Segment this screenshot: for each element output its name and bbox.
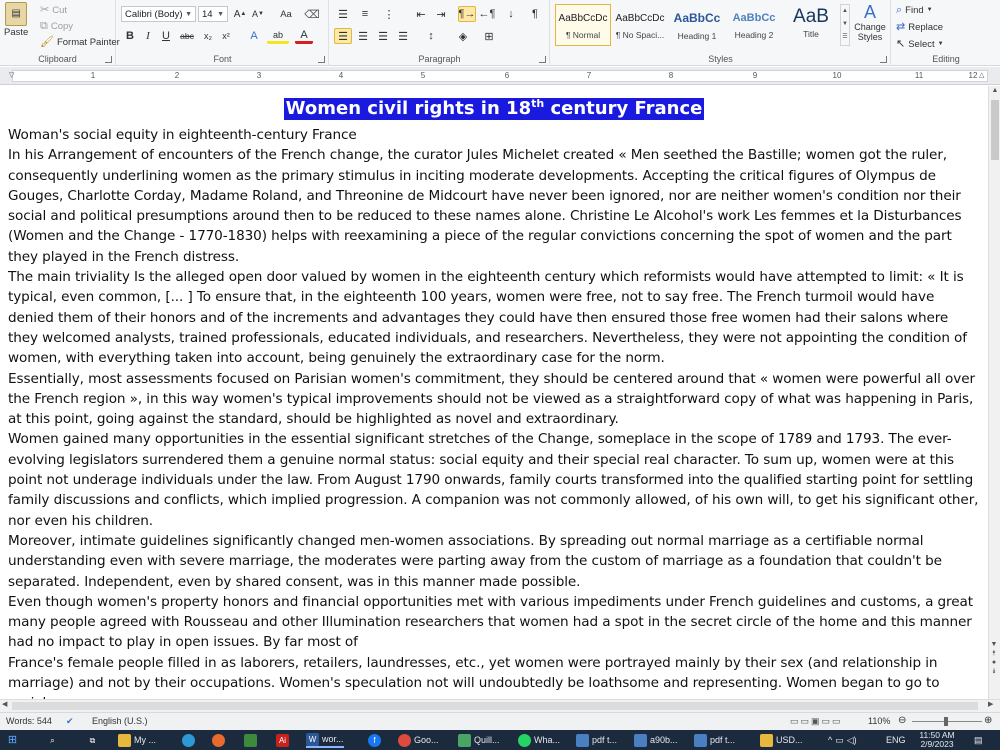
taskbar-app-firefox[interactable] (212, 732, 225, 748)
sort-button[interactable] (502, 6, 520, 22)
firefox-icon (212, 734, 225, 747)
horizontal-ruler[interactable] (0, 67, 1000, 85)
style-name: Heading 1 (677, 31, 717, 41)
right-indent-marker-icon[interactable]: △ (979, 72, 985, 79)
notes-icon (244, 734, 257, 747)
left-to-right-icon: ¶→ (458, 8, 476, 20)
taskbar-app-label: a90b... (650, 735, 678, 745)
taskbar-app-edge[interactable] (182, 732, 195, 748)
clear-formatting-button[interactable] (303, 6, 321, 22)
numbered-list-icon: ≡ (361, 8, 369, 20)
edge-icon (182, 734, 195, 747)
copy-label: Copy (50, 20, 74, 32)
font-group (117, 0, 329, 66)
horizontal-scrollbar[interactable] (0, 699, 1000, 712)
bullet-list-icon: ☰ (338, 8, 348, 21)
paragraph-group (330, 0, 550, 66)
style-name: ¶ No Spaci... (615, 30, 665, 40)
replace-label: Replace (908, 21, 944, 33)
tray-language: ENG (886, 735, 906, 745)
cursor-icon: ↖ (896, 38, 906, 50)
paragraph: In his Arrangement of encounters of the French change, the curator Jules Michelet created « Men seethed the Bastille; women got the ruler, consequently underlining women as the primary stimulus in inciting moderate developments. Accepting the critical figures of Olympus de Gouges, Charlotte Corday, Madame Roland, and Threonine de Midcourt have never been ignored, nor are neither women's condition nor their social and political presumptions around then to be reduced to these names alone. Christine Le Alcohol's work Les femmes et la Disturbances (Women and the Change - 1770-1830) helps with reexamining a piece of the regular convictions concerning the spot of women and the part they played in the French distress. (8, 147, 962, 265)
line-spacing-button[interactable] (422, 28, 440, 44)
font-size-value: 14 (202, 8, 213, 20)
taskbar-app-label: wor... (322, 734, 344, 744)
style-no-spacing[interactable] (612, 4, 668, 46)
title-superscript: th (531, 97, 545, 110)
subscript-button[interactable] (199, 28, 217, 44)
ruler-number: 3 (256, 71, 262, 80)
cut-label: Cut (52, 4, 68, 16)
taskbar-app-label: Wha... (534, 735, 561, 745)
ruler-number: 2 (174, 71, 180, 80)
binoculars-icon: ⌕ (896, 4, 903, 16)
strikethrough-button[interactable] (177, 28, 197, 44)
paragraph: France's female people filled in as laborers, retailers, laundresses, etc., yet women were portrayed mainly by their sex (and relationship in marriage) and not by their occupations. Women's speculation not will undoubtedly be loathsome and representing. Women began to go to (8, 654, 940, 692)
style-name: Heading 2 (734, 30, 774, 40)
right-to-left-icon: ←¶ (478, 8, 496, 20)
chrome-icon (398, 734, 411, 747)
shrink-font-icon: A (252, 9, 259, 19)
italic-button[interactable] (139, 28, 157, 44)
align-left-button[interactable] (334, 28, 352, 44)
task-view-icon: ⧉ (89, 735, 96, 745)
font-color-button[interactable] (295, 28, 313, 44)
replace-button[interactable] (896, 20, 943, 34)
text-effects-icon: A (250, 30, 258, 42)
image-icon (694, 734, 707, 747)
justify-icon: ☰ (398, 30, 408, 43)
font-name-combo[interactable] (121, 6, 196, 22)
style-normal[interactable] (555, 4, 611, 46)
paste-label: Paste (4, 27, 29, 38)
notification-icon: ▤ (974, 734, 983, 745)
start-button[interactable] (6, 732, 19, 748)
ruler-number: 9 (752, 71, 758, 80)
italic-icon: I (146, 30, 150, 42)
styles-group (551, 0, 891, 66)
paragraph-dialog-launcher[interactable] (539, 56, 546, 63)
change-styles-button[interactable] (851, 2, 889, 42)
find-button[interactable] (896, 3, 933, 17)
eraser-icon: ⌫ (304, 8, 320, 21)
taskbar-currency[interactable] (760, 732, 803, 748)
change-styles-icon: A (863, 2, 876, 22)
bold-icon: B (126, 30, 134, 42)
speaker-icon: ◁) (846, 734, 857, 745)
ruler-number: 8 (668, 71, 674, 80)
editing-group-label: Editing (932, 54, 960, 64)
scroll-right-icon[interactable]: ▶ (988, 701, 994, 708)
shading-button[interactable] (454, 28, 472, 44)
multilevel-list-button[interactable] (380, 6, 398, 22)
taskbar-app-whatsapp[interactable] (518, 732, 560, 748)
next-page-icon[interactable]: ⯯ (991, 668, 997, 675)
notifications-button[interactable] (974, 732, 983, 748)
vertical-scrollbar[interactable] (988, 86, 1000, 699)
clipboard-icon: ▤ (5, 2, 27, 26)
folder-icon (118, 734, 131, 747)
taskbar-app-pdf-2[interactable] (694, 732, 735, 748)
taskbar-app-word[interactable] (306, 732, 344, 748)
highlighter-icon: ab (272, 29, 283, 40)
taskbar-app-acrobat[interactable] (276, 732, 289, 748)
highlight-button[interactable] (267, 28, 289, 44)
taskbar-app-label: Goo... (414, 735, 439, 745)
ruler-number: 11 (914, 71, 924, 80)
horizontal-scroll-thumb[interactable] (12, 702, 978, 710)
format-painter-label: Format Painter (56, 36, 120, 48)
system-tray[interactable] (828, 732, 857, 748)
quillbot-icon (458, 734, 471, 747)
justify-button[interactable] (394, 28, 412, 44)
paragraph-group-label: Paragraph (418, 54, 461, 64)
scroll-up-icon[interactable]: ▲ (991, 87, 999, 94)
subscript-icon: x₂ (204, 31, 212, 41)
superscript-button[interactable] (217, 28, 235, 44)
taskbar-app-label: pdf t... (710, 735, 736, 745)
chevron-down-icon: ▼ (217, 10, 224, 18)
style-sample: AaB (793, 6, 829, 27)
currency-icon (760, 734, 773, 747)
ruler-number: 1 (90, 71, 96, 80)
paste-button[interactable] (4, 2, 28, 38)
taskbar-app-facebook[interactable] (368, 732, 381, 748)
windows-taskbar (0, 730, 1000, 750)
zoom-slider-thumb[interactable] (944, 717, 948, 726)
vertical-scroll-thumb[interactable] (991, 100, 999, 160)
font-dialog-launcher[interactable] (318, 56, 325, 63)
style-sample: AaBbCcDc (615, 13, 665, 24)
chevron-down-icon: ▼ (185, 10, 192, 18)
taskbar-app-label: pdf t... (592, 735, 618, 745)
decrease-indent-button[interactable] (412, 6, 430, 22)
paintbrush-icon: 🖌 (40, 36, 54, 48)
chevron-down-icon: ▼ (937, 41, 944, 47)
word-count[interactable]: Words: 544 (6, 716, 52, 726)
ruler-number: 6 (504, 71, 510, 80)
image-icon (634, 734, 647, 747)
pilcrow-icon: ¶ (532, 8, 538, 20)
style-sample: AaBbCc (732, 12, 776, 24)
multilevel-list-icon: ⋮ (383, 8, 395, 21)
paint-bucket-icon: ◈ (458, 30, 468, 43)
network-icon: ▭ (835, 734, 844, 745)
numbering-button[interactable] (356, 6, 374, 22)
change-case-button[interactable] (275, 6, 297, 22)
chevron-up-icon: ^ (828, 735, 833, 745)
select-label: Select (908, 38, 935, 50)
rtl-button[interactable] (478, 6, 496, 22)
styles-gallery-scroll[interactable]: ▲ ▼ ☰ (840, 4, 850, 46)
bold-button[interactable] (121, 28, 139, 44)
windows-icon: ⊞ (7, 733, 18, 746)
replace-icon: ⇄ (896, 21, 906, 33)
title-text-end: century France (544, 98, 703, 119)
indent-marker-icon[interactable]: ▽ (9, 72, 15, 79)
paragraph: Essentially, most assessments focused on Parisian women's commitment, they should be centered around that « women were powerful all over the French region », in this way women's typical improvements should not be viewed as a straightforward copy of what was happening in Paris, at this point, going against the standard, should be highlighted as novel and extraordinary. (8, 370, 975, 428)
line-spacing-icon: ↕ (428, 30, 434, 42)
zoom-out-icon[interactable]: ⊖ (898, 715, 907, 726)
font-size-combo[interactable] (198, 6, 228, 22)
font-name-value: Calibri (Body) (125, 8, 183, 20)
paragraph: Even though women's property honors and financial opportunities met with various impediments under French guidelines and customs, a great many people agreed with Rousseau and other Illumination researchers that women had a spot in the secret circle of the home and this manner had no impact to play in open issues. By far most of (8, 593, 973, 651)
editing-group (892, 0, 1000, 66)
paragraph: The main triviality Is the alleged open door valued by women in the eighteenth century which reformists would have attempted to limit: « It is typical, even common, [... ] To ensure that, in the eighteenth 100 years, women were free, not to say free. The French turmoil would have denied them of their honors and of the increments and advantages they could have then ensured those free women had their salons where they welcomed analysts, trained professionals, educated individuals, and researchers. Nevertheless, they were not appointing the condition of women, with everything taken into account, being genuinely the extraordinary case for the norm. (8, 269, 967, 367)
taskbar-app-notes[interactable] (244, 732, 257, 748)
document-title (284, 98, 705, 120)
select-button[interactable] (896, 37, 944, 51)
acrobat-icon: Ai (276, 734, 289, 747)
clipboard-group-label: Clipboard (38, 54, 77, 64)
taskbar-app-chrome[interactable] (398, 732, 439, 748)
scroll-down-icon[interactable]: ▼ (990, 641, 998, 648)
clock-time: 11:50 AM (919, 730, 955, 740)
font-group-label: Font (213, 54, 232, 64)
show-marks-button[interactable] (526, 6, 544, 22)
find-label: Find (905, 4, 924, 16)
view-buttons[interactable]: ▭▭▣▭▭ (790, 716, 843, 726)
change-styles-label: Change Styles (854, 22, 886, 42)
title-text: Women civil rights in 18 (285, 98, 532, 119)
grow-font-icon: A (233, 8, 241, 20)
taskbar-app-files[interactable] (118, 732, 156, 748)
ruler-number: 4 (338, 71, 344, 80)
taskbar-app-quillbot[interactable] (458, 732, 500, 748)
paragraph: Woman's social equity in eighteenth-century France (8, 127, 357, 143)
scroll-nav-buttons (989, 640, 999, 696)
clock[interactable] (910, 731, 964, 749)
scissors-icon: ✂ (40, 4, 50, 16)
ltr-button[interactable] (458, 6, 476, 22)
style-heading-1[interactable] (669, 4, 725, 46)
style-name: Title (803, 29, 819, 39)
status-bar (0, 712, 1000, 730)
format-painter-button[interactable] (40, 35, 120, 49)
document-page[interactable] (0, 86, 988, 699)
search-button[interactable] (46, 732, 59, 748)
decrease-indent-icon: ⇤ (416, 8, 426, 21)
font-color-icon: A (300, 28, 308, 41)
underline-button[interactable] (157, 28, 175, 44)
language-tray[interactable] (886, 732, 906, 748)
taskbar-app-a90b[interactable] (634, 732, 678, 748)
style-heading-2[interactable] (726, 4, 782, 46)
ruler-number: 12 (968, 71, 978, 80)
image-icon (576, 734, 589, 747)
ruler-number: 10 (832, 71, 842, 80)
text-effects-button[interactable] (245, 28, 263, 44)
currency-label: USD... (776, 735, 803, 745)
align-left-icon: ☰ (338, 30, 348, 43)
copy-icon: ⧉ (40, 20, 48, 32)
ribbon (0, 0, 1000, 66)
align-center-button[interactable] (354, 28, 372, 44)
align-right-button[interactable] (374, 28, 392, 44)
style-title[interactable] (783, 4, 839, 46)
proofing-icon[interactable]: ✔ (66, 716, 74, 726)
styles-group-label: Styles (708, 54, 733, 64)
styles-dialog-launcher[interactable] (880, 56, 887, 63)
borders-button[interactable] (480, 28, 498, 44)
document-body (0, 125, 988, 714)
search-icon: ⌕ (50, 735, 55, 745)
taskbar-app-label: My ... (134, 735, 156, 745)
ruler-number: 7 (586, 71, 592, 80)
sort-icon: ↓ (508, 8, 514, 20)
increase-indent-icon: ⇥ (436, 8, 446, 21)
whatsapp-icon (518, 734, 531, 747)
grow-font-button[interactable]: A ▲ (233, 8, 247, 20)
change-case-icon: Aa (280, 8, 292, 20)
paragraph: Moreover, intimate guidelines significantly changed men-women associations. By spreading out normal marriage as a certifiable normal understanding even with severe marriage, the moderates were parting away from the custom of marriage as a foundation that couldn't be separated. Independent, even by shared consent, was in this manner made possible. (8, 532, 942, 590)
zoom-level[interactable]: 110% (868, 716, 891, 726)
browse-object-icon[interactable]: ● (991, 659, 997, 666)
facebook-icon: f (368, 734, 381, 747)
ruler-track (9, 70, 988, 82)
align-center-icon: ☰ (358, 30, 368, 43)
language-indicator[interactable]: English (U.S.) (92, 716, 148, 726)
strikethrough-icon: abc (180, 31, 194, 41)
style-sample: AaBbCc (673, 11, 721, 25)
style-sample: AaBbCcDc (558, 13, 608, 24)
clipboard-group (0, 0, 120, 66)
ruler-number: 5 (420, 71, 426, 80)
title-line (0, 98, 988, 125)
scroll-left-icon[interactable]: ◀ (2, 701, 8, 708)
shrink-font-button[interactable]: A ▼ (252, 9, 264, 19)
taskbar-app-label: Quill... (474, 735, 500, 745)
paragraph: Women gained many opportunities in the essential significant stretches of the Change, someplace in the scope of 1789 and 1793. The ever-evolving legislators surrendered them a genuine normal status: social equity and their special real character. To sum up, women were at this point not underage individuals under the law. From August 1790 onwards, family courts transformed into the qualified starting point for settling family discussions and conflicts, which implied progression. A companion was not commonly allowed, of his own will, to get his significant other, nor even his children. (8, 431, 979, 529)
zoom-in-icon[interactable]: ⊕ (984, 715, 993, 726)
bullets-button[interactable] (334, 6, 352, 22)
copy-button[interactable] (40, 19, 73, 33)
style-name: ¶ Normal (565, 30, 601, 40)
underline-icon: U (162, 30, 170, 42)
increase-indent-button[interactable] (432, 6, 450, 22)
previous-page-icon[interactable]: ⯭ (991, 650, 997, 657)
taskbar-app-pdf-1[interactable] (576, 732, 617, 748)
chevron-down-icon: ▼ (926, 7, 933, 13)
borders-icon: ⊞ (484, 30, 494, 43)
clock-date: 2/9/2023 (920, 739, 954, 749)
clipboard-dialog-launcher[interactable] (105, 56, 112, 63)
cut-button[interactable] (40, 3, 67, 17)
task-view-button[interactable] (86, 732, 99, 748)
align-right-icon: ☰ (378, 30, 388, 43)
superscript-icon: x² (222, 31, 230, 41)
word-icon: W (306, 733, 319, 746)
